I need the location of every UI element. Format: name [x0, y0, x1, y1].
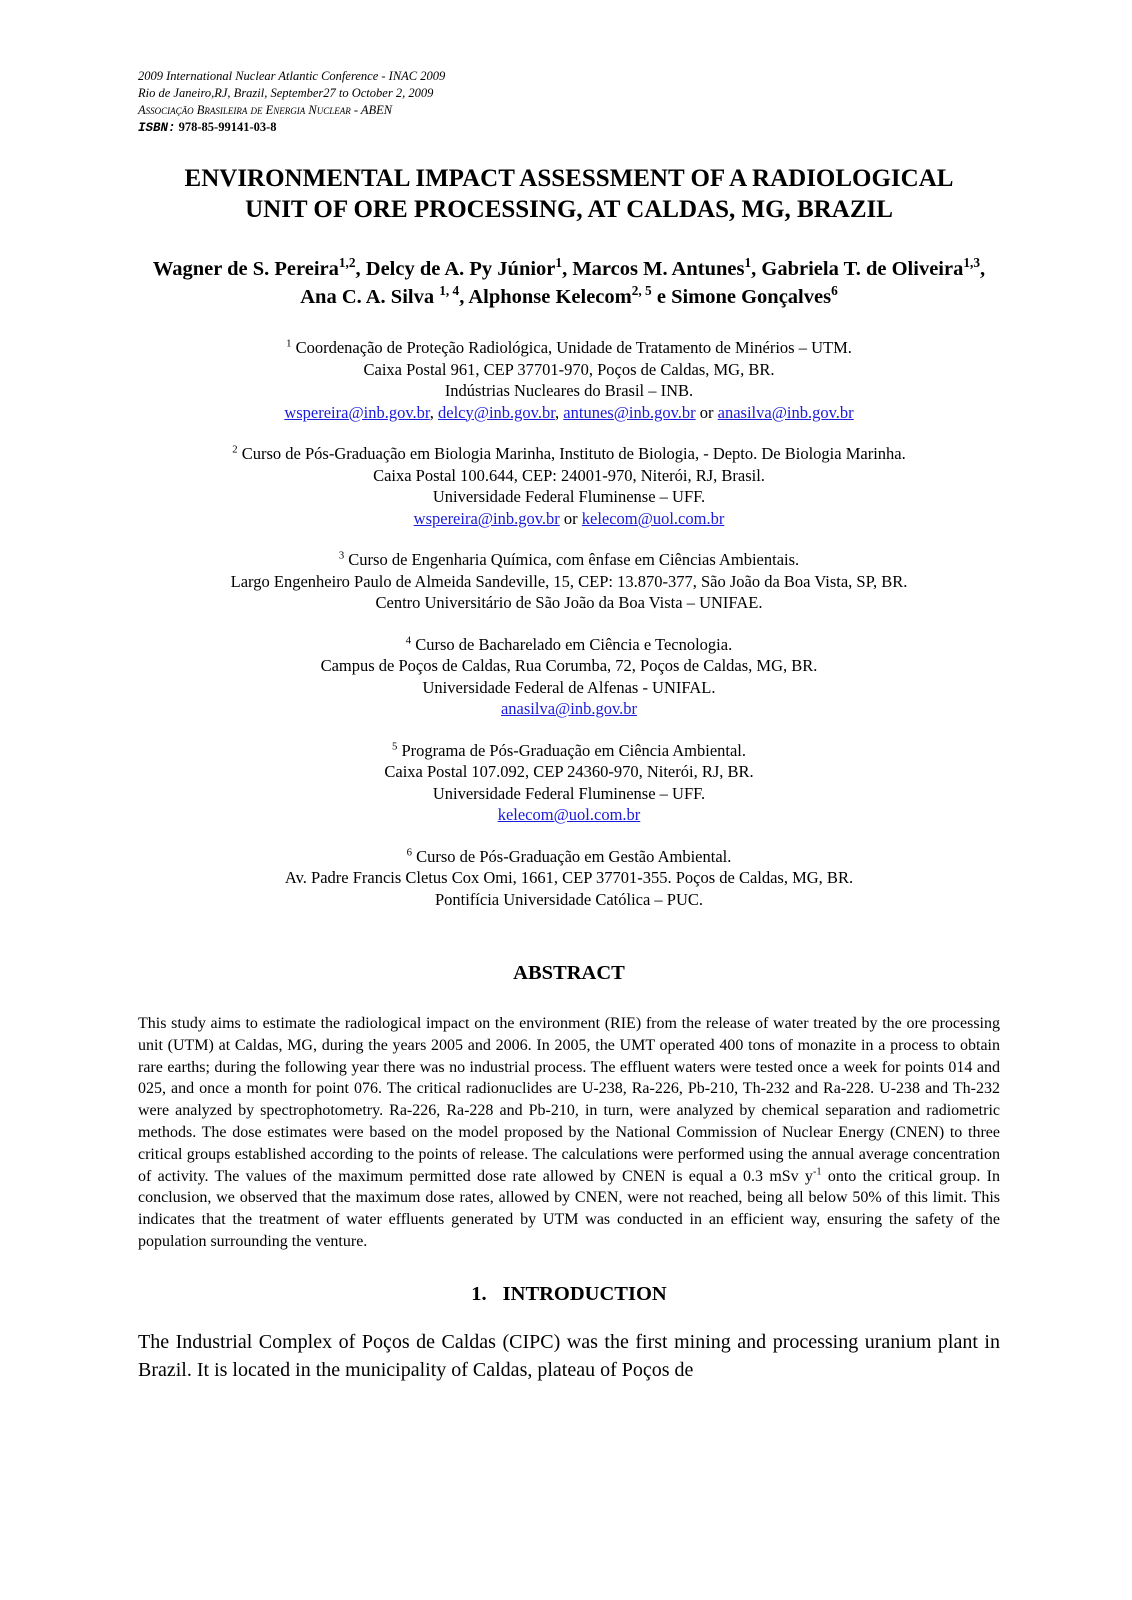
affiliation-number: 3: [338, 549, 345, 562]
author-separator: e: [651, 286, 672, 308]
conference-location: Rio de Janeiro,RJ, Brazil, September27 to October 2, 2009: [138, 86, 434, 100]
author-affiliation-marker: 1,2: [338, 255, 356, 271]
author-name: Ana C. A. Silva: [300, 286, 440, 308]
affiliation-institution: Centro Universitário de São João da Boa Vista – UNIFAE.: [375, 593, 763, 612]
author-separator: ,: [979, 258, 986, 280]
email-link[interactable]: anasilva@inb.gov.br: [717, 402, 854, 422]
author-separator: ,: [355, 258, 366, 280]
author-name: Wagner de S. Pereira: [152, 258, 339, 280]
title-line-2: UNIT OF ORE PROCESSING, AT CALDAS, MG, BRAZIL: [245, 196, 893, 223]
email-link[interactable]: kelecom@uol.com.br: [497, 805, 641, 824]
affiliation-address: Av. Padre Francis Cletus Cox Omi, 1661, CEP 37701-355. Poços de Caldas, MG, BR.: [284, 868, 854, 887]
affiliation-address: Caixa Postal 107.092, CEP 24360-970, Niterói, RJ, BR.: [384, 762, 754, 781]
affiliation-number: 5: [391, 740, 398, 752]
author-affiliation-marker: 1: [555, 255, 563, 271]
affiliation-department: Curso de Bacharelado em Ciência e Tecnologia.: [411, 634, 733, 654]
affiliation-institution: Indústrias Nucleares do Brasil – INB.: [444, 381, 694, 400]
email-link[interactable]: wspereira@inb.gov.br: [284, 402, 430, 422]
author-affiliation-marker: 6: [831, 283, 838, 299]
introduction-heading: [138, 1283, 1000, 1306]
affiliation-address: Largo Engenheiro Paulo de Almeida Sandeville, 15, CEP: 13.870-377, São João da Boa Vista, SP, BR.: [230, 571, 908, 591]
author-separator: ,: [459, 286, 469, 308]
affiliation-institution: Universidade Federal de Alfenas - UNIFAL.: [422, 677, 716, 697]
email-separator: or: [695, 402, 718, 422]
affiliation-emails: [138, 698, 1000, 720]
affiliation-number: 1: [286, 337, 292, 350]
email-link[interactable]: anasilva@inb.gov.br: [500, 699, 637, 718]
affiliation-emails: [138, 508, 1000, 530]
email-separator: or: [559, 508, 582, 528]
affiliation-address: Campus de Poços de Caldas, Rua Corumba, 72, Poços de Caldas, MG, BR.: [320, 656, 818, 675]
paper-page: [138, 68, 1000, 1384]
affiliation-number: 4: [405, 634, 412, 646]
author-affiliation-marker: 1, 4: [439, 283, 460, 299]
affiliation-emails: wspereira@inb.gov.br, delcy@inb.gov.br, antunes@inb.gov.br or anasilva@inb.gov.br: [284, 402, 854, 422]
affiliation-institution: Universidade Federal Fluminense – UFF.: [432, 487, 706, 506]
section-title: INTRODUCTION: [502, 1282, 667, 1305]
abstract-superscript: -1: [812, 1166, 822, 1178]
author-name: Simone Gonçalves: [671, 286, 832, 308]
introduction-paragraph: The Industrial Complex of Poços de Caldas (CIPC) was the first mining and processing uranium plant in Brazil. It is located in the municipality of Caldas, plateau of Poços de: [138, 1330, 1000, 1381]
affiliation-department: Coordenação de Proteção Radiológica, Unidade de Tratamento de Minérios – UTM.: [291, 338, 852, 357]
affiliation-department: Curso de Pós-Graduação em Gestão Ambiental.: [411, 846, 732, 866]
affiliation-6: [138, 846, 1000, 911]
paper-title: [138, 163, 1000, 225]
author-name: Delcy de A. Py Júnior: [365, 258, 556, 280]
affiliation-institution: Universidade Federal Fluminense – UFF.: [432, 783, 706, 803]
affiliation-number: 6: [406, 846, 412, 858]
author-separator: ,: [751, 258, 762, 280]
abstract-heading: ABSTRACT: [513, 962, 625, 984]
author-affiliation-marker: 2, 5: [631, 283, 652, 299]
affiliation-3: [138, 549, 1000, 614]
isbn-label: ISBN:: [138, 121, 176, 135]
affiliation-department: Curso de Engenharia Química, com ênfase em Ciências Ambientais.: [344, 550, 800, 569]
affiliation-institution: Pontifícia Universidade Católica – PUC.: [434, 889, 704, 909]
email-link[interactable]: wspereira@inb.gov.br: [413, 508, 560, 528]
author-affiliation-marker: 1,3: [963, 255, 980, 271]
author-name: Alphonse Kelecom: [468, 286, 632, 308]
email-link[interactable]: kelecom@uol.com.br: [581, 508, 725, 528]
conference-name: 2009 International Nuclear Atlantic Conference - INAC 2009: [138, 69, 446, 83]
author-affiliation-marker: 1: [744, 255, 752, 271]
conference-organizer: Associação Brasileira de Energia Nuclear - ABEN: [138, 103, 393, 117]
abstract-text-part-2: onto the critical group. In conclusion, we observed that the maximum dose rates, allowed by CNEN, were not reached, being all below 50% of this limit. This indicates that the treatment of water effluents generated by UTM was conducted in an efficient way, ensuring the safety of the population surrounding the venture.: [138, 1167, 1001, 1250]
author-name: Marcos M. Antunes: [572, 258, 745, 280]
conference-header: [138, 68, 1000, 137]
affiliation-4: [138, 634, 1000, 720]
section-number: 1.: [471, 1282, 487, 1305]
abstract-text-part-1: This study aims to estimate the radiological impact on the environment (RIE) from the release of water treated by the ore processing unit (UTM) at Caldas, MG, during the years 2005 and 2006. In 2005, the UMT operated 400 tons of monazite in a process to obtain rare earths; during the following year there was no industrial process. The effluent waters were tested once a week for points 014 and 025, and once a month for point 076. The critical radionuclides are U-238, Ra-226, Pb-210, Th-232 and Ra-228. U-238 and Th-232 were analyzed by spectrophotometry. Ra-226, Ra-228 and Pb-210, in turn, were analyzed by chemical separation and radiometric methods. The dose estimates were based on the model proposed by the National Commission of Nuclear Energy (CNEN) to three critical groups established according to the points of release. The calculations were performed using the annual average concentration of activity. The values of the maximum permitted dose rate allowed by CNEN is equal a 0.3 mSv y: [138, 1015, 1000, 1185]
author-separator: ,: [562, 258, 573, 280]
isbn-line: [138, 119, 1000, 137]
author-name: Gabriela T. de Oliveira: [761, 258, 964, 280]
affiliation-department: Programa de Pós-Graduação em Ciência Ambiental.: [397, 740, 747, 760]
affiliation-emails: [138, 804, 1000, 826]
affiliation-address: Caixa Postal 961, CEP 37701-970, Poços de Caldas, MG, BR.: [363, 359, 775, 379]
affiliation-1: [138, 337, 1000, 423]
affiliation-number: 2: [232, 443, 238, 456]
title-line-1: ENVIRONMENTAL IMPACT ASSESSMENT OF A RADIOLOGICAL: [184, 165, 954, 192]
abstract-text: [138, 1013, 1000, 1253]
email-link[interactable]: antunes@inb.gov.br: [563, 402, 696, 422]
affiliation-department: Curso de Pós-Graduação em Biologia Marinha, Instituto de Biologia, - Depto. De Biologia Marinha.: [237, 444, 906, 463]
affiliation-5: [138, 740, 1000, 826]
affiliation-2: [138, 443, 1000, 529]
affiliation-address: Caixa Postal 100.644, CEP: 24001-970, Niterói, RJ, Brasil.: [373, 465, 765, 485]
email-link[interactable]: delcy@inb.gov.br: [438, 402, 556, 422]
author-list: [138, 255, 1000, 311]
isbn-value: 978-85-99141-03-8: [178, 120, 277, 134]
